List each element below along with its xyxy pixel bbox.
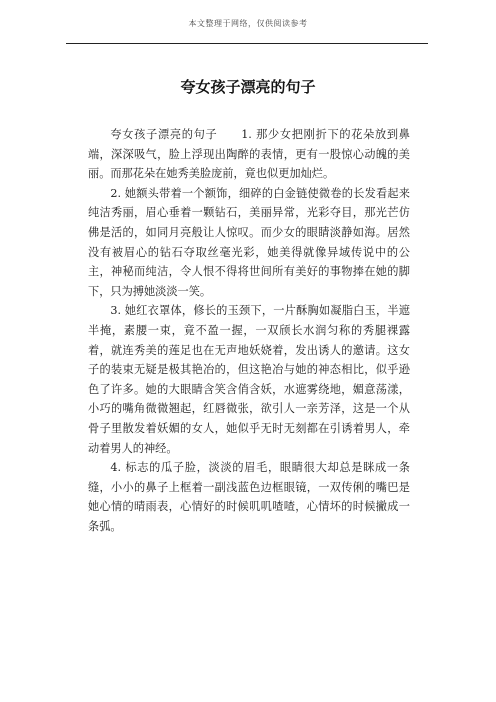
header-note: 本文整理于网络，仅供阅读参考 xyxy=(188,19,308,28)
paragraph-3: 3. 她红衣罩体，修长的玉颈下，一片酥胸如凝脂白玉，半遮半掩，素腰一束，竟不盈一握，一双颀长水润匀称的秀腿裸露着，就连秀美的莲足也在无声地妖娆着，发出诱人的邀请。这女子的装束无疑是极其艳冶的，但这艳冶与她的神态相比，似乎逊色了许多。她的大眼睛含笑含俏含妖，水遮雾绕地，媚意荡漾，小巧的嘴角微微翘起，红唇微张，欲引人一亲芳泽，这是一个从骨子里散发着妖媚的女人，她似乎无时无刻都在引诱着男人，牵动着男人的神经。 xyxy=(88,304,410,455)
article-body xyxy=(88,125,410,536)
header-divider xyxy=(66,43,428,44)
paragraph-1: 夸女孩子漂亮的句子 1. 那少女把刚折下的花朵放到鼻端，深深吸气，脸上浮现出陶醉的表情，更有一股惊心动魄的美丽。而那花朵在她秀美脸庞前，竟也似更加灿烂。 xyxy=(88,128,410,181)
page-title: 夸女孩子漂亮的句子 xyxy=(180,78,316,96)
paragraph-2: 2. 她额头带着一个额饰，细碎的白金链使微卷的长发看起来纯洁秀丽，眉心垂着一颗钻石，美丽异常，光彩夺目，那光芒仿佛是活的，如同月亮般让人惊叹。而少女的眼睛淡静如海。居然没有被眉心的钻石夺取丝毫光彩，她美得就像异域传说中的公主，神秘而纯洁，令人恨不得将世间所有美好的事物捧在她的脚下，只为搏她淡淡一笑。 xyxy=(88,186,410,298)
paragraph-4: 4. 标志的瓜子脸，淡淡的眉毛，眼睛很大却总是眯成一条缝，小小的鼻子上框着一副浅蓝色边框眼镜，一双传俐的嘴巴是她心情的晴雨表，心情好的时候叽叽喳喳，心情坏的时候撇成一条弧。 xyxy=(88,461,410,533)
